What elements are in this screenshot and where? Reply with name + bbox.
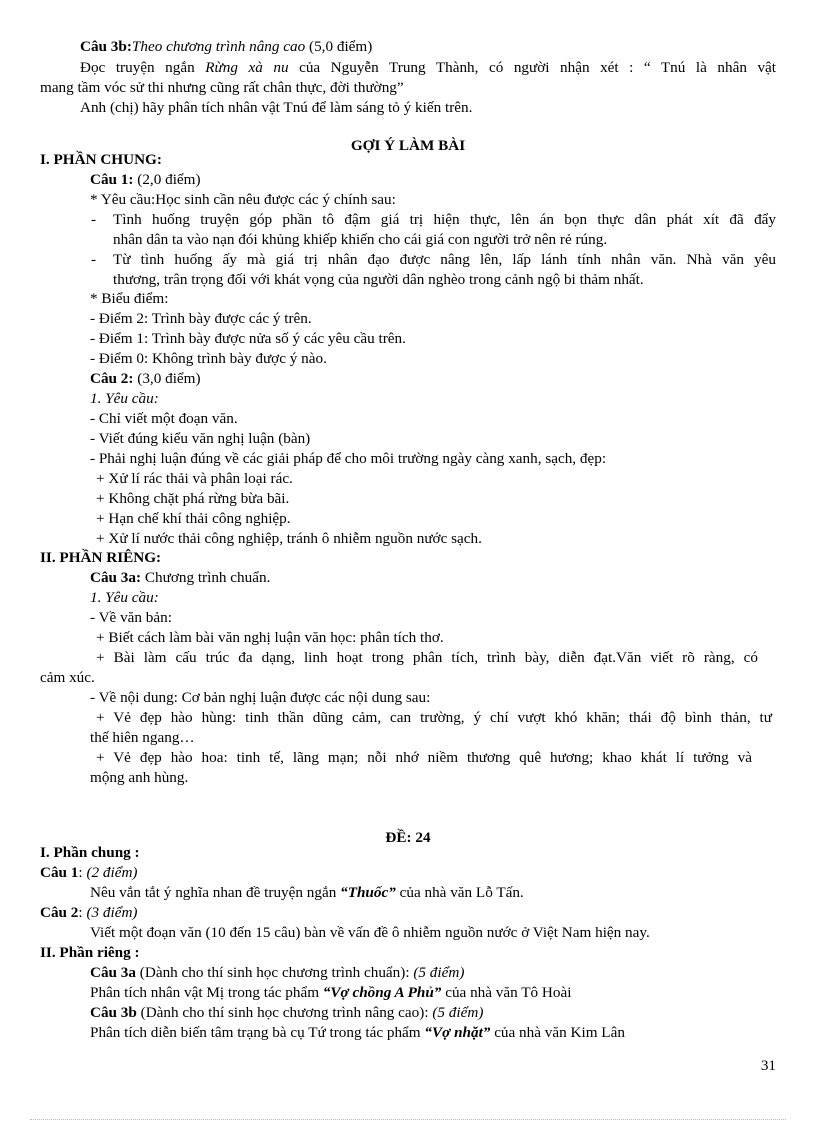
guide-c2-req-3: - Phải nghị luận đúng về các giải pháp để cho môi trường ngày càng xanh, sạch, đẹp: bbox=[90, 450, 607, 467]
guide-c1-score-heading: * Biểu điểm: bbox=[90, 290, 169, 307]
guide-c2-requirement: 1. Yêu cầu: bbox=[90, 390, 159, 407]
guide-c3a-heading: Câu 3a: Chương trình chuẩn. bbox=[90, 569, 271, 586]
guide-c3a-text-point-1: + Biết cách làm bài văn nghị luận văn học: phân tích thơ. bbox=[96, 629, 444, 646]
guide-c2-req-1: - Chỉ viết một đoạn văn. bbox=[90, 410, 238, 427]
guide-c2-point-1: + Xử lí rác thải và phân loại rác. bbox=[96, 470, 293, 487]
exam-24-part-2-heading: II. Phần riêng : bbox=[40, 944, 140, 961]
page-number: 31 bbox=[760, 1057, 776, 1074]
exam-24-part-1-heading: I. Phần chung : bbox=[40, 844, 140, 861]
guide-part-2-heading: II. PHẦN RIÊNG: bbox=[40, 549, 162, 566]
guide-c3a-content-point-2-line-1: + Vẻ đẹp hào hoa: tinh tế, lãng mạn; nỗi nhớ niềm thương quê hương; khao khát lí tưởng và bbox=[96, 749, 752, 766]
guide-c3a-content-heading: - Về nội dung: Cơ bản nghị luận được các nội dung sau: bbox=[90, 689, 431, 706]
guide-c3a-text-heading: - Về văn bản: bbox=[90, 609, 172, 626]
guide-title: GỢI Ý LÀM BÀI bbox=[350, 137, 466, 154]
guide-c1-score-2: - Điểm 2: Trình bày được các ý trên. bbox=[90, 310, 312, 327]
guide-c3a-content-point-1-line-1: + Vẻ đẹp hào hùng: tinh thần dũng cảm, can trường, ý chí vượt khó khăn; thái độ bình thản, tư bbox=[96, 709, 772, 726]
guide-c2-point-4: + Xử lí nước thải công nghiệp, tránh ô nhiễm nguồn nước sạch. bbox=[96, 530, 482, 547]
exam-24-title: ĐỀ: 24 bbox=[385, 829, 431, 846]
q3b-program: Theo chương trình nâng cao bbox=[131, 38, 306, 55]
guide-c1-bullet-2-line-1: Từ tình huống ấy mà giá trị nhân đạo được nâng lên, lấp lánh tính nhân văn. Nhà văn yêu bbox=[113, 251, 776, 268]
exam-24-c2-text: Viết một đoạn văn (10 đến 15 câu) bàn về vấn đề ô nhiễm nguồn nước ở Việt Nam hiện nay. bbox=[90, 924, 650, 941]
exam-24-c3a-heading: Câu 3a (Dành cho thí sinh học chương trình chuẩn): (5 điểm) bbox=[90, 964, 465, 981]
guide-c1-score-1: - Điểm 1: Trình bày được nửa số ý các yêu cầu trên. bbox=[90, 330, 406, 347]
work-title: “Vợ chồng A Phủ” bbox=[322, 984, 442, 1001]
guide-c1-score-0: - Điểm 0: Không trình bày được ý nào. bbox=[90, 350, 327, 367]
guide-c3a-requirement: 1. Yêu cầu: bbox=[90, 589, 159, 606]
work-title: “Thuốc” bbox=[340, 884, 396, 901]
guide-c2-point-3: + Hạn chế khí thải công nghiệp. bbox=[96, 510, 291, 527]
bullet-dash: - bbox=[91, 251, 97, 268]
intro-line-3: Anh (chị) hãy phân tích nhân vật Tnú để làm sáng tỏ ý kiến trên. bbox=[80, 99, 473, 116]
guide-c1-bullet-1-line-1: Tình huống truyện góp phần tô đậm giá trị hiện thực, lên án bọn thực dân phát xít đã đẩy bbox=[113, 211, 776, 228]
q3b-label: Câu 3b: bbox=[80, 38, 132, 55]
guide-c1-bullet-2-line-2: thương, trân trọng đối với khát vọng của người dân nghèo trong cảnh ngộ bi thảm nhất. bbox=[113, 271, 644, 288]
page-bottom-divider bbox=[30, 1119, 786, 1120]
guide-c1-requirement: * Yêu cầu:Học sinh cần nêu được các ý chính sau: bbox=[90, 191, 396, 208]
q3b-points: (5,0 điểm) bbox=[305, 38, 373, 55]
intro-q3b-heading bbox=[80, 37, 372, 57]
guide-c2-point-2: + Không chặt phá rừng bừa bãi. bbox=[96, 490, 290, 507]
work-title: “Vợ nhặt” bbox=[424, 1024, 491, 1041]
exam-24-c1-text: Nêu vắn tắt ý nghĩa nhan đề truyện ngắn “Thuốc” của nhà văn Lỗ Tấn. bbox=[90, 884, 524, 901]
exam-24-c3b-heading: Câu 3b (Dành cho thí sinh học chương trình nâng cao): (5 điểm) bbox=[90, 1004, 484, 1021]
guide-c2-req-2: - Viết đúng kiểu văn nghị luận (bàn) bbox=[90, 430, 311, 447]
work-title: Rừng xà nu bbox=[205, 59, 289, 76]
guide-c1-bullet-1-line-2: nhân dân ta vào nạn đói khủng khiếp khiến cho cái giá con người trở nên rẻ rúng. bbox=[113, 231, 608, 248]
guide-c3a-content-point-1-line-2: thế hiên ngang… bbox=[90, 729, 195, 746]
guide-c3a-content-point-2-line-2: mộng anh hùng. bbox=[90, 769, 189, 786]
bullet-dash: - bbox=[91, 211, 97, 228]
intro-line-1: Đọc truyện ngắn Rừng xà nu của Nguyễn Trung Thành, có người nhận xét : “ Tnú là nhân vật bbox=[80, 59, 776, 76]
intro-line-2: mang tầm vóc sử thi nhưng cũng rất chân thực, đời thường” bbox=[40, 79, 404, 96]
guide-c3a-text-point-2-line-1: + Bài làm cấu trúc đa dạng, linh hoạt trong phân tích, trình bày, diễn đạt.Văn viết rõ ràng, có bbox=[96, 649, 758, 666]
exam-24-c3a-text: Phân tích nhân vật Mị trong tác phẩm “Vợ chồng A Phủ” của nhà văn Tô Hoài bbox=[90, 984, 572, 1001]
exam-24-c2-heading: Câu 2: (3 điểm) bbox=[40, 904, 138, 921]
guide-c1-heading: Câu 1: (2,0 điểm) bbox=[90, 171, 201, 188]
exam-24-c1-heading: Câu 1: (2 điểm) bbox=[40, 864, 138, 881]
exam-24-c3b-text: Phân tích diễn biến tâm trạng bà cụ Tứ trong tác phẩm “Vợ nhặt” của nhà văn Kim Lân bbox=[90, 1024, 625, 1041]
guide-c2-heading: Câu 2: (3,0 điểm) bbox=[90, 370, 201, 387]
guide-part-1-heading: I. PHẦN CHUNG: bbox=[40, 151, 162, 168]
guide-c3a-text-point-2-line-2: cảm xúc. bbox=[40, 669, 95, 686]
